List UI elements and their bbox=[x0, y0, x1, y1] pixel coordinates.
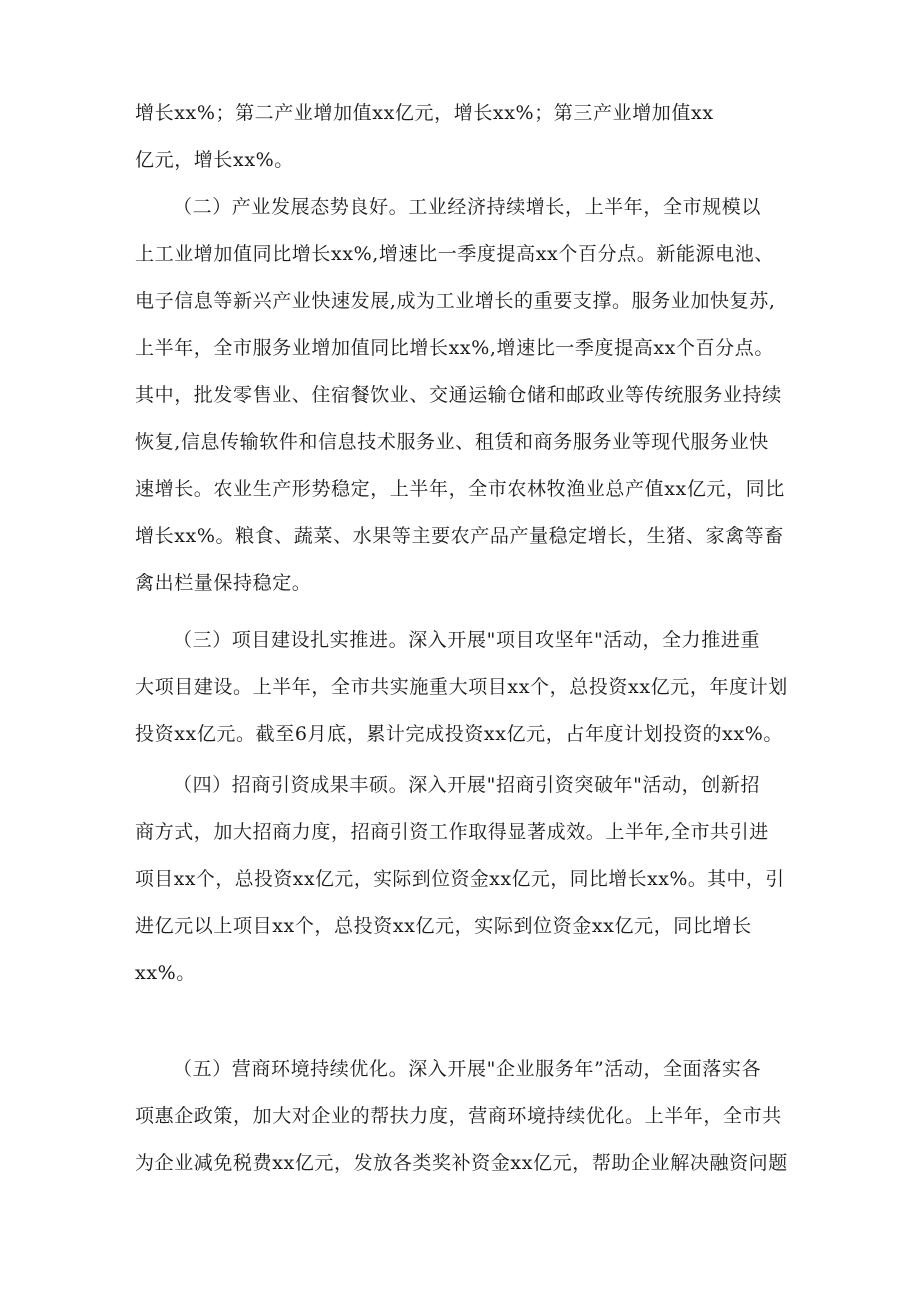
text-line: 项惠企政策，加大对企业的帮扶力度，营商环境持续优化。上半年，全市共 bbox=[135, 1105, 782, 1127]
text-line: 电子信息等新兴产业快速发展,成为工业增长的重要支撑。服务业加快复苏, bbox=[135, 290, 776, 312]
text-line: （三）项目建设扎实推进。深入开展"项目攻坚年"活动，全力推进重 bbox=[173, 629, 761, 651]
text-line: 商方式，加大招商力度，招商引资工作取得显著成效。上半年,全市共引进 bbox=[135, 821, 769, 843]
text-line: 增长xx%；第二产业增加值xx亿元，增长xx%；第三产业增加值xx bbox=[135, 102, 714, 124]
text-line: 进亿元以上项目xx个，总投资xx亿元，实际到位资金xx亿元，同比增长 bbox=[135, 915, 752, 937]
text-line: 上工业增加值同比增长xx%,增速比一季度提高xx个百分点。新能源电池、 bbox=[135, 243, 774, 265]
paragraph-economy-summary bbox=[135, 90, 790, 184]
text-line: 投资xx亿元。截至6月底，累计完成投资xx亿元，占年度计划投资的xx%。 bbox=[135, 723, 784, 745]
text-line: 恢复,信息传输软件和信息技术服务业、租赁和商务服务业等现代服务业快 bbox=[135, 431, 769, 453]
text-line: 项目xx个，总投资xx亿元，实际到位资金xx亿元，同比增长xx%。其中，引 bbox=[135, 869, 785, 890]
text-line: （四）招商引资成果丰硕。深入开展"招商引资突破年"活动，创新招 bbox=[173, 774, 761, 796]
paragraph-business-environment bbox=[135, 1046, 790, 1187]
paragraph-project-construction bbox=[135, 617, 790, 758]
text-line: 其中，批发零售业、住宿餐饮业、交通运输仓储和邮政业等传统服务业持续 bbox=[135, 384, 782, 406]
text-line: 大项目建设。上半年，全市共实施重大项目xx个，总投资xx亿元，年度计划 bbox=[135, 676, 788, 698]
text-line: xx%。 bbox=[135, 962, 196, 984]
text-line: （二）产业发展态势良好。工业经济持续增长，上半年，全市规模以 bbox=[173, 196, 762, 218]
paragraph-investment-attraction bbox=[135, 762, 790, 997]
text-line: 上半年，全市服务业增加值同比增长xx%,增速比一季度提高xx个百分点。 bbox=[135, 337, 774, 359]
text-line: 增长xx%。粮食、蔬菜、水果等主要农产品产量稳定增长，生猪、家禽等畜 bbox=[135, 525, 784, 547]
text-line: 为企业减免税费xx亿元，发放各类奖补资金xx亿元，帮助企业解决融资问题 bbox=[135, 1152, 788, 1174]
text-line: 速增长。农业生产形势稳定，上半年，全市农林牧渔业总产值xx亿元，同比 bbox=[135, 478, 785, 500]
text-line: （五）营商环境持续优化。深入开展"企业服务年”活动，全面落实各 bbox=[173, 1058, 762, 1080]
text-line: 禽出栏量保持稳定。 bbox=[135, 572, 312, 594]
paragraph-industry-development bbox=[135, 184, 790, 607]
text-line: 亿元，增长xx%。 bbox=[135, 149, 294, 171]
